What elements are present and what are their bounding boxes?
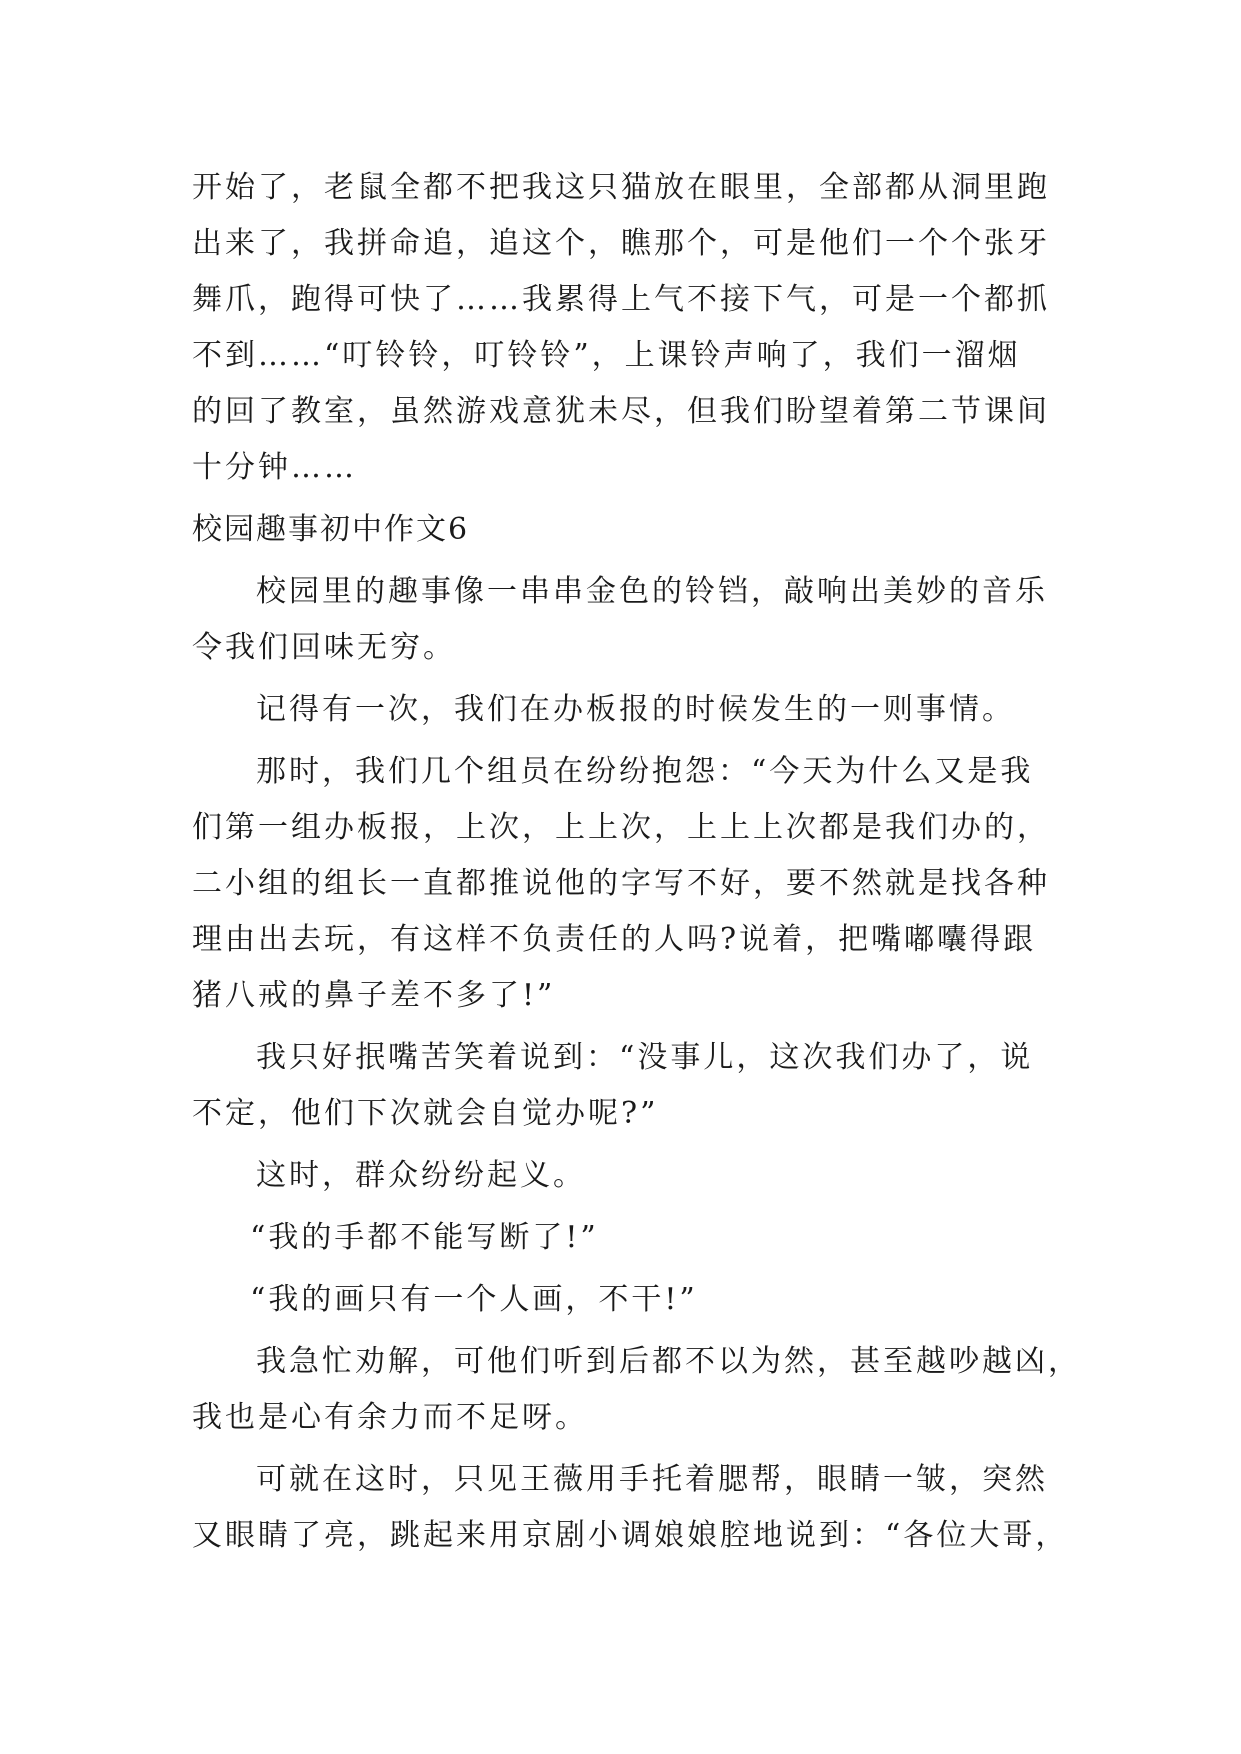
text-line: 那时，我们几个组员在纷纷抱怨：“今天为什么又是我: [256, 754, 1034, 789]
text-line: 不定，他们下次就会自觉办呢?”: [192, 1096, 659, 1131]
text-line: “我的画只有一个人画，不干!”: [250, 1282, 698, 1317]
text-line: 出来了，我拼命追，追这个，瞧那个，可是他们一个个张牙: [192, 226, 1050, 261]
text-line: 令我们回味无穷。: [192, 630, 456, 665]
text-line: 猪八戒的鼻子差不多了!”: [192, 978, 556, 1013]
text-line: 不到……“叮铃铃，叮铃铃”，上课铃声响了，我们一溜烟: [192, 338, 1021, 373]
text-line: 开始了，老鼠全都不把我这只猫放在眼里，全部都从洞里跑: [192, 170, 1050, 205]
text-line: 校园里的趣事像一串串金色的铃铛，敲响出美妙的音乐: [256, 574, 1048, 609]
text-line: 我急忙劝解，可他们听到后都不以为然，甚至越吵越凶，: [256, 1344, 1081, 1379]
text-line: 我只好抿嘴苦笑着说到：“没事儿，这次我们办了，说: [256, 1040, 1034, 1075]
text-line: 理由出去玩，有这样不负责任的人吗?说着，把嘴嘟囔得跟: [192, 922, 1037, 957]
text-line: 这时，群众纷纷起义。: [256, 1158, 586, 1193]
text-line: 又眼睛了亮，跳起来用京剧小调娘娘腔地说到：“各位大哥，: [192, 1518, 1069, 1553]
text-line: 们第一组办板报，上次，上上次，上上上次都是我们办的，: [192, 810, 1050, 845]
text-line: 可就在这时，只见王薇用手托着腮帮，眼睛一皱，突然: [256, 1462, 1048, 1497]
section-heading: 校园趣事初中作文6: [192, 512, 470, 547]
text-line: 十分钟……: [192, 450, 357, 485]
text-line: 记得有一次，我们在办板报的时候发生的一则事情。: [256, 692, 1015, 727]
text-line: 我也是心有余力而不足呀。: [192, 1400, 588, 1435]
text-line: 二小组的组长一直都推说他的字写不好，要不然就是找各种: [192, 866, 1050, 901]
text-line: “我的手都不能写断了!”: [250, 1220, 599, 1255]
text-line: 舞爪，跑得可快了……我累得上气不接下气，可是一个都抓: [192, 282, 1050, 317]
text-line: 的回了教室，虽然游戏意犹未尽，但我们盼望着第二节课间: [192, 394, 1050, 429]
